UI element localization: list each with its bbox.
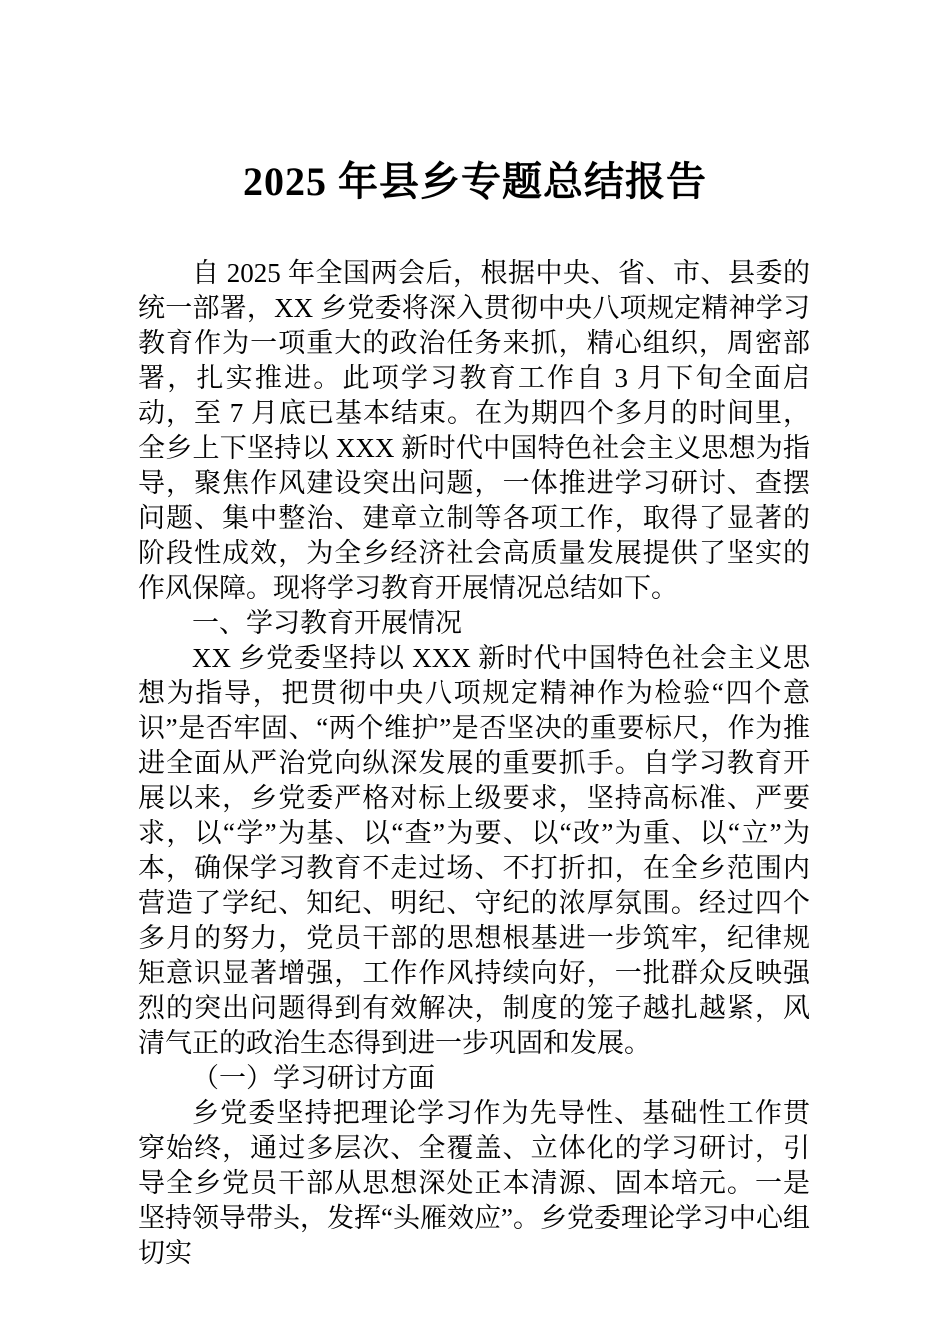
paragraph-section-1: XX 乡党委坚持以 XXX 新时代中国特色社会主义思想为指导，把贯彻中央八项规定精神作为检验“四个意识”是否牢固、“两个维护”是否坚决的重要标尺，作为推进全面从严治党向纵深发展的重要抓手。自学习教育开展以来，乡党委严格对标上级要求，坚持高标准、严要求，以“学”为基、以“查”为要、以“改”为重、以“立”为本，确保学习教育不走过场、不打折扣，在全乡范围内营造了学纪、知纪、明纪、守纪的浓厚氛围。经过四个多月的努力，党员干部的思想根基进一步筑牢，纪律规矩意识显著增强，工作作风持续向好，一批群众反映强烈的突出问题得到有效解决，制度的笼子越扎越紧，风清气正的政治生态得到进一步巩固和发展。	[138, 643, 810, 1058]
paragraph-subsection-1-1: 乡党委坚持把理论学习作为先导性、基础性工作贯穿始终，通过多层次、全覆盖、立体化的学习研讨，引导全乡党员干部从思想深处正本清源、固本培元。一是坚持领导带头，发挥“头雁效应”。乡党委理论学习中心组切实	[138, 1098, 810, 1268]
document-title: 2025 年县乡专题总结报告	[243, 159, 707, 204]
section-heading-1: 一、学习教育开展情况	[192, 608, 462, 638]
document-body	[138, 256, 810, 1271]
paragraph-intro: 自 2025 年全国两会后，根据中央、省、市、县委的统一部署，XX 乡党委将深入贯彻中央八项规定精神学习教育作为一项重大的政治任务来抓，精心组织，周密部署，扎实推进。此项学习教育工作自 3 月下旬全面启动，至 7 月底已基本结束。在为期四个多月的时间里，全乡上下坚持以 XXX 新时代中国特色社会主义思想为指导，聚焦作风建设突出问题，一体推进学习研讨、查摆问题、集中整治、建章立制等各项工作，取得了显著的阶段性成效，为全乡经济社会高质量发展提供了坚实的作风保障。现将学习教育开展情况总结如下。	[138, 258, 810, 603]
subsection-heading-1-1: （一）学习研讨方面	[192, 1063, 435, 1093]
